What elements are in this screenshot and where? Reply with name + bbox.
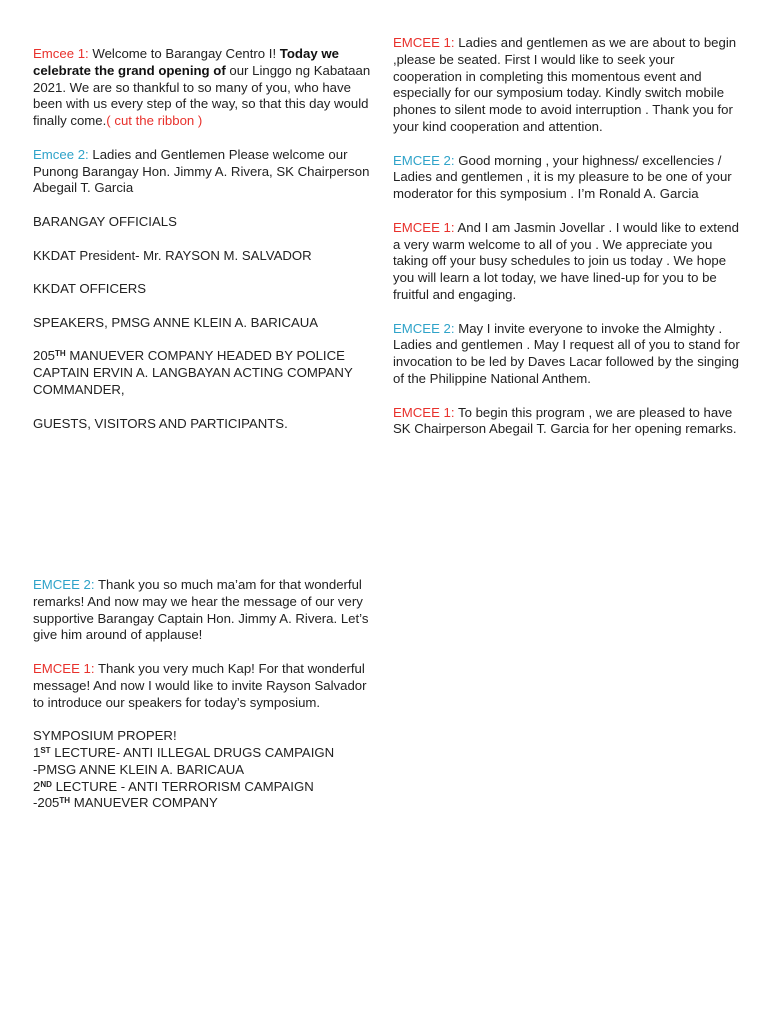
emcee1-label: EMCEE 1:	[393, 35, 455, 50]
emcee1-label: Emcee 1:	[33, 46, 89, 61]
welcome-officials-paragraph	[33, 147, 378, 197]
second-lecture-suffix: ND	[40, 779, 52, 789]
second-lecture-speaker-number: -205	[33, 795, 60, 811]
symposium-proper-line: SYMPOSIUM PROPER!	[33, 728, 177, 744]
first-lecture-line	[33, 745, 378, 762]
good-morning-text: Good morning , your highness/ excellencies / Ladies and gentlemen , it is my pleasure to be one of your moderator for this symposium . I’m Ronald A. Garcia	[393, 152, 732, 202]
opening-remarks-paragraph	[393, 405, 743, 439]
company-number-suffix: TH	[55, 349, 66, 359]
warm-welcome-text: And I am Jasmin Jovellar . I would like to extend a very warm welcome to all of you . We appreciate you taking off your busy schedules to join us today . We hope you will learn a lot today, we have lined-up for you to be fruitful and engaging.	[393, 219, 739, 302]
emcee1-label: EMCEE 1:	[393, 404, 455, 420]
ribbon-cue: ( cut the ribbon )	[106, 113, 203, 129]
seating-paragraph	[393, 35, 743, 136]
first-lecture-speaker-line: -PMSG ANNE KLEIN A. BARICAUA	[33, 761, 245, 777]
emcee2-label: EMCEE 2:	[393, 152, 455, 168]
invocation-paragraph	[393, 321, 743, 388]
invocation-text: May I invite everyone to invoke the Almighty . Ladies and gentlemen . May I request all of you to stand for invocation to be led by Daves Lacar followed by the singing of the Philippine National Anthem.	[393, 320, 740, 386]
left-column-top	[33, 46, 378, 449]
second-lecture-speaker-text: MANUEVER COMPANY	[70, 795, 218, 811]
emcee2-label: Emcee 2:	[33, 146, 89, 162]
second-lecture-text: LECTURE - ANTI TERRORISM CAMPAIGN	[51, 778, 314, 794]
guests-line: GUESTS, VISITORS AND PARTICIPANTS.	[33, 415, 288, 431]
company-text: MANUEVER COMPANY HEADED BY POLICE CAPTAIN ERVIN A. LANGBAYAN ACTING COMPANY COMMANDER,	[33, 348, 353, 397]
second-lecture-speaker-line	[33, 795, 378, 812]
first-lecture-text: LECTURE- ANTI ILLEGAL DRUGS CAMPAIGN	[50, 744, 335, 760]
kkdat-president-line: KKDAT President- Mr. RAYSON M. SALVADOR	[33, 247, 312, 263]
opening-paragraph	[33, 46, 378, 130]
thank-you-remarks-paragraph	[33, 577, 378, 644]
opening-bold-text: Today we celebrate the grand opening of	[33, 46, 339, 78]
opening-rest: our Linggo ng Kabataan 2021. We are so thankful to so many of you, who have been with us every step of the way, so that this day would finally come.	[33, 62, 371, 129]
good-morning-paragraph	[393, 153, 743, 203]
thank-you-remarks-text: Thank you so much ma’am for that wonderful remarks! And now may we hear the message of our very supportive Barangay Captain Hon. Jimmy A. Rivera. Let’s give him around of applause!	[33, 577, 369, 643]
thank-you-kap-text: Thank you very much Kap! For that wonderful message! And now I would like to invite Rayson Salvador to introduce our speakers for today’s symposium.	[33, 660, 367, 710]
right-column	[393, 35, 743, 455]
manuever-company-paragraph	[33, 348, 378, 398]
second-lecture-speaker-suffix: TH	[59, 796, 71, 806]
second-lecture-number: 2	[33, 778, 41, 794]
opening-remarks-text: To begin this program , we are pleased to have SK Chairperson Abegail T. Garcia for her opening remarks.	[393, 404, 737, 437]
second-lecture-line	[33, 779, 378, 796]
kkdat-officers-line: KKDAT OFFICERS	[33, 281, 147, 297]
opening-intro: Welcome to Barangay Centro I!	[88, 46, 280, 61]
first-lecture-number: 1	[33, 744, 41, 760]
speakers-line: SPEAKERS, PMSG ANNE KLEIN A. BARICAUA	[33, 314, 319, 330]
welcome-officials-text: Ladies and Gentlemen Please welcome our Punong Barangay Hon. Jimmy A. Rivera, SK Chairperson Abegail T. Garcia	[33, 146, 370, 196]
warm-welcome-paragraph	[393, 220, 743, 304]
emcee2-label: EMCEE 2:	[33, 577, 95, 592]
barangay-officials-line: BARANGAY OFFICIALS	[33, 213, 177, 229]
seating-text: Ladies and gentlemen as we are about to begin ,please be seated. First I would like to seek your cooperation in completing this momentous event and especially for our symposium today. Kindly switch mobile phones to silent mode to avoid interruption . Thank you for your kind cooperation and attention.	[393, 35, 737, 134]
thank-you-kap-paragraph	[33, 661, 378, 711]
company-number: 205	[33, 348, 56, 364]
emcee1-label: EMCEE 1:	[393, 219, 455, 235]
emcee2-label: EMCEE 2:	[393, 320, 455, 336]
first-lecture-suffix: ST	[40, 745, 51, 755]
emcee1-label: EMCEE 1:	[33, 660, 95, 676]
left-column-bottom	[33, 577, 378, 812]
